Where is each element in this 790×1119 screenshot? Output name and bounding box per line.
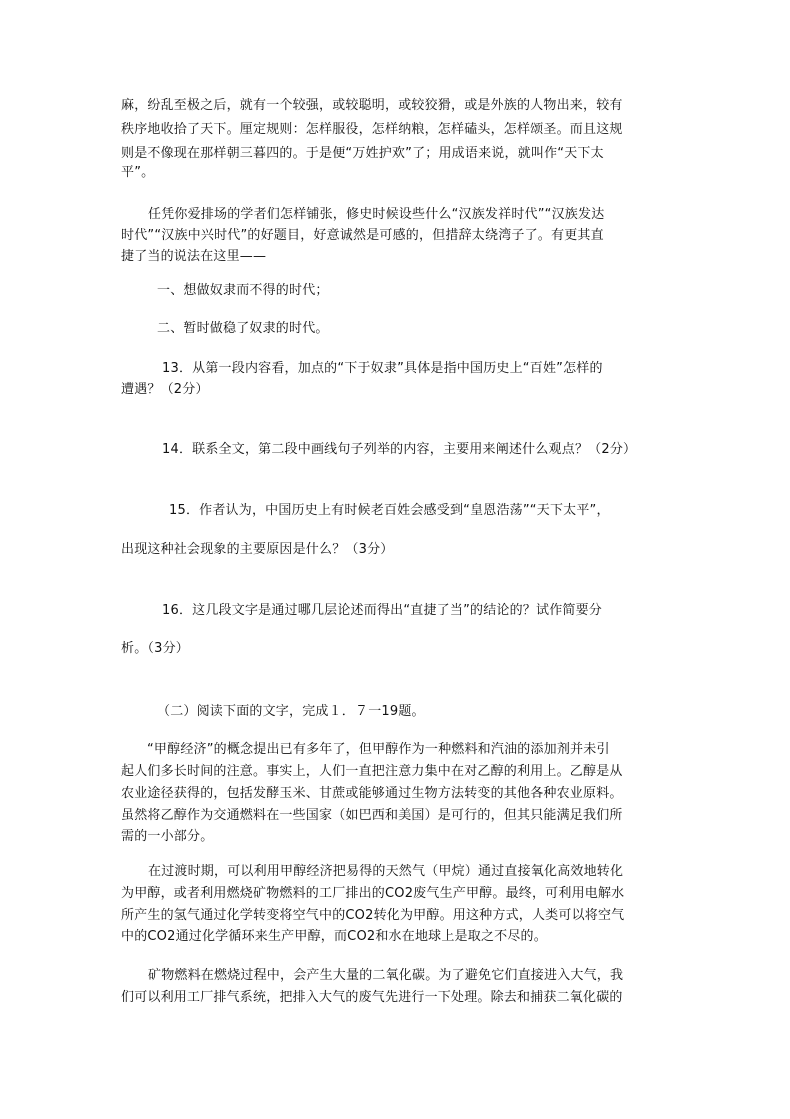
question-16-line1: 16．这几段文字是通过哪几层论述而得出“直捷了当”的结论的？试作简要分 xyxy=(162,603,603,618)
para3-line5: 需的一小部分。 xyxy=(121,829,214,844)
question-16-line2: 析。（3分） xyxy=(121,641,189,656)
question-13-line2: 遭遇？（2分） xyxy=(121,382,209,397)
para2-line3: 捷了当的说法在这里—— xyxy=(121,249,267,264)
para2-line2: 时代”“汉族中兴时代”的好题目，好意诚然是可感的，但措辞太绕湾子了。有更其直 xyxy=(121,228,604,243)
para3-line1: “甲醇经济”的概念提出已有多年了，但甲醇作为一种燃料和汽油的添加剂并未引 xyxy=(147,742,610,757)
para2-line1: 任凭你爱排场的学者们怎样铺张，修史时候设些什么“汉族发祥时代”“汉族发达 xyxy=(148,207,605,222)
para3-line3: 农业途径获得的，包括发酵玉米、甘蔗或能够通过生物方法转变的其他各种农业原料。 xyxy=(121,786,623,801)
para3-line4: 虽然将乙醇作为交通燃料在一些国家（如巴西和美国）是可行的，但其只能满足我们所 xyxy=(121,808,623,823)
para4-line1: 在过渡时期，可以利用甲醇经济把易得的天然气（甲烷）通过直接氧化高效地转化 xyxy=(148,864,624,879)
para5-line1: 矿物燃料在燃烧过程中，会产生大量的二氧化碳。为了避免它们直接进入大气，我 xyxy=(148,968,624,983)
para4-line4: 中的CO2通过化学循环来生产甲醇，而CO2和水在地球上是取之不尽的。 xyxy=(121,929,547,944)
question-14: 14．联系全文，第二段中画线句子列举的内容，主要用来阐述什么观点？（2分） xyxy=(162,442,637,457)
para5-line2: 们可以利用工厂排气系统，把排入大气的废气先进行一下处理。除去和捕获二氧化碳的 xyxy=(121,990,623,1005)
para4-line2: 为甲醇，或者利用燃烧矿物燃料的工厂排出的CO2废气生产甲醇。最终，可利用电解水 xyxy=(121,886,625,901)
para1-line4: 平”。 xyxy=(121,165,155,180)
para1-line1: 麻，纷乱至极之后，就有一个较强，或较聪明，或较狡猾，或是外族的人物出来，较有 xyxy=(121,98,623,113)
section-2-heading: （二）阅读下面的文字，完成１．７一19题。 xyxy=(157,704,425,719)
list-item-2: 二、暂时做稳了奴隶的时代。 xyxy=(157,321,329,336)
para1-line2: 秩序地收拾了天下。厘定规则：怎样服役，怎样纳粮，怎样磕头，怎样颂圣。而且这规 xyxy=(121,122,623,137)
para3-line2: 起人们多长时间的注意。事实上，人们一直把注意力集中在对乙醇的利用上。乙醇是从 xyxy=(121,764,623,779)
para1-line3: 则是不像现在那样朝三暮四的。于是便“万姓护欢”了；用成语来说，就叫作“天下太 xyxy=(121,146,604,161)
question-15-line2: 出现这种社会现象的主要原因是什么？（3分） xyxy=(121,542,394,557)
question-15-line1: 15．作者认为，中国历史上有时候老百姓会感受到“皇恩浩荡”“天下太平”， xyxy=(169,503,610,518)
list-item-1: 一、想做奴隶而不得的时代； xyxy=(157,283,329,298)
para4-line3: 所产生的氢气通过化学转变将空气中的CO2转化为甲醇。用这种方式，人类可以将空气 xyxy=(121,908,625,923)
question-13-line1: 13．从第一段内容看，加点的“下于奴隶”具体是指中国历史上“百姓”怎样的 xyxy=(162,361,603,376)
